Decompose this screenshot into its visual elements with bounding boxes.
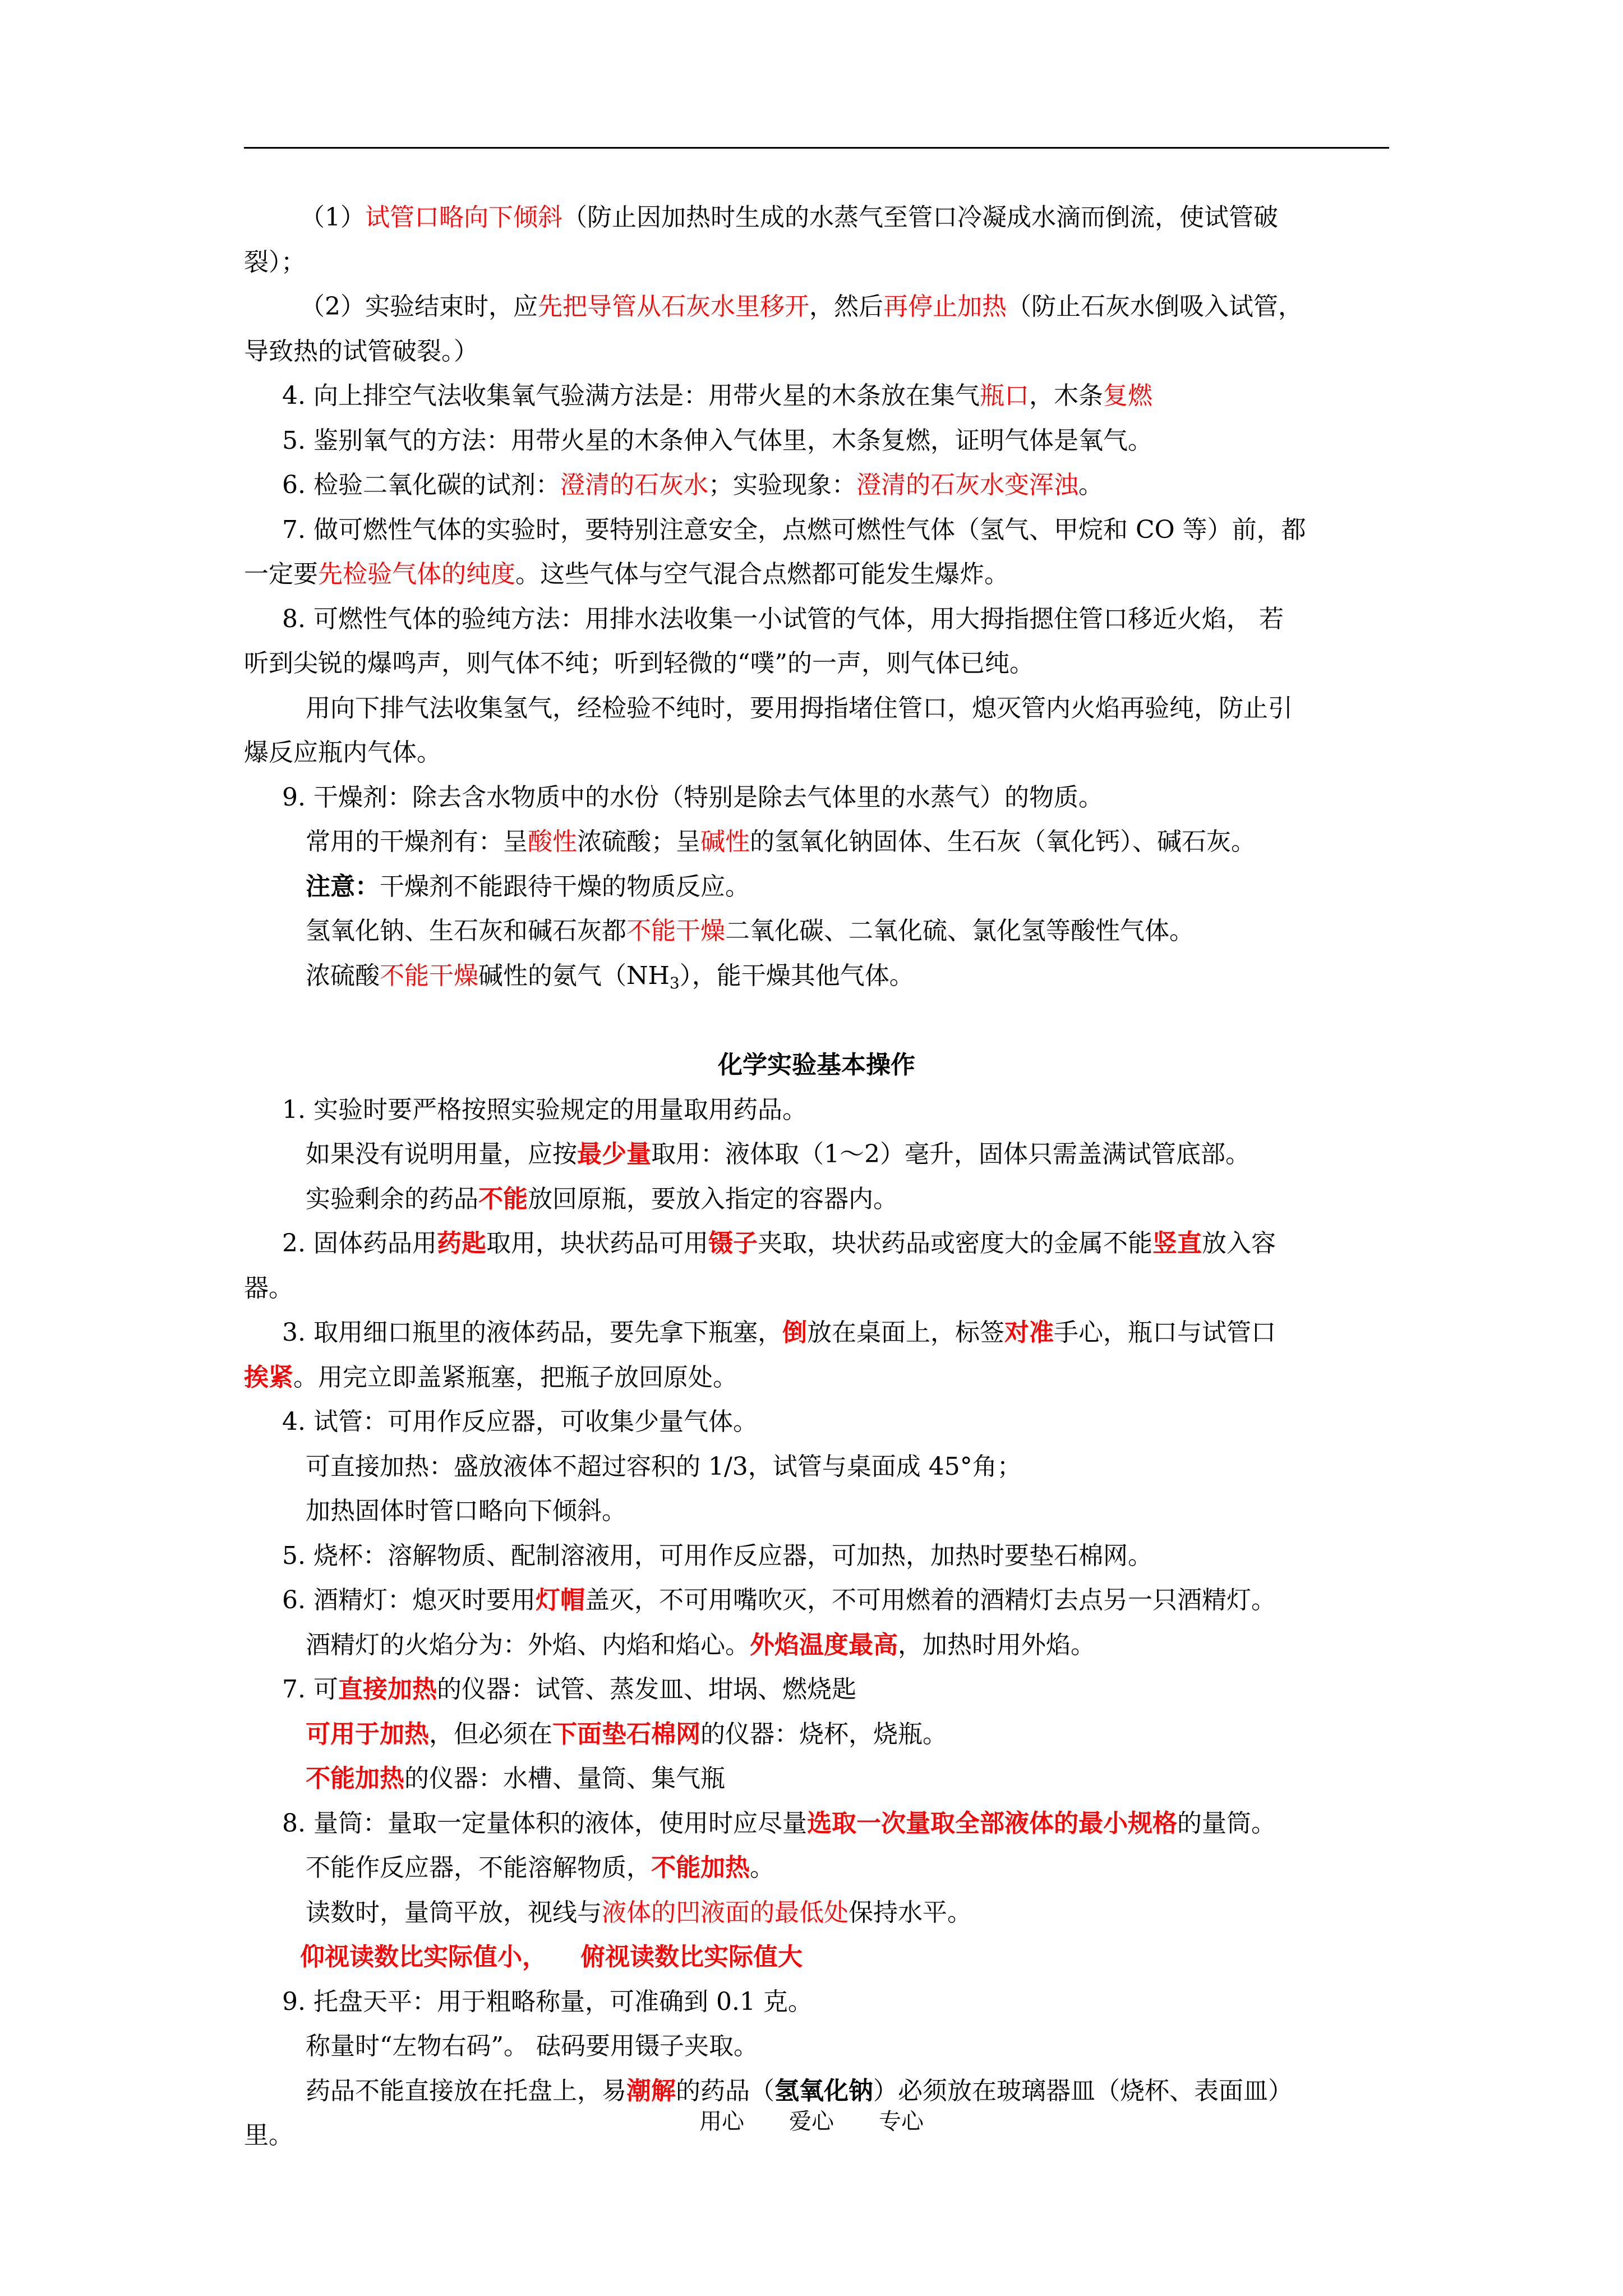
document-body: [244, 195, 1389, 2158]
highlight-text: 酸性: [528, 827, 577, 856]
footer-text: 爱心: [789, 2109, 834, 2134]
highlight-text: 外焰温度最高: [750, 1630, 898, 1659]
text-line: 注意：干燥剂不能跟待干燥的物质反应。: [306, 872, 750, 901]
text-line: 称量时“左物右码”。 砝码要用镊子夹取。: [306, 2032, 758, 2060]
text-line: 不能作反应器，不能溶解物质，不能加热。: [306, 1853, 774, 1882]
text-line: 不能加热的仪器：水槽、量筒、集气瓶: [306, 1764, 725, 1793]
text-line: 7. 做可燃性气体的实验时，要特别注意安全，点燃可燃性气体（氢气、甲烷和 CO 等）前，都: [282, 515, 1306, 544]
text-line: 可用于加热，但必须在下面垫石棉网的仪器：烧杯，烧瓶。: [306, 1719, 947, 1749]
highlight-text: 瓶口: [979, 381, 1029, 410]
text-line: 4. 试管：可用作反应器，可收集少量气体。: [282, 1407, 758, 1436]
text-line: 导致热的试管破裂。）: [244, 337, 478, 366]
highlight-text: 灯帽: [535, 1586, 585, 1614]
text-line: 氢氧化钠、生石灰和碱石灰都不能干燥二氧化碳、二氧化硫、氯化氢等酸性气体。: [306, 917, 1194, 945]
text-line: 1. 实验时要严格按照实验规定的用量取用药品。: [282, 1095, 807, 1124]
footer-text: 专心: [879, 2109, 924, 2134]
text-line: 器。: [244, 1273, 293, 1303]
highlight-text: 挨紧: [244, 1363, 293, 1392]
text-line: 8. 量筒：量取一定量体积的液体，使用时应尽量选取一次量取全部液体的最小规格的量筒。: [282, 1809, 1276, 1838]
text-line: 8. 可燃性气体的验纯方法：用排水法收集一小试管的气体，用大拇指摁住管口移近火焰， 若: [282, 604, 1284, 633]
highlight-text: 不能加热: [651, 1853, 750, 1882]
highlight-text: 竖直: [1152, 1229, 1202, 1258]
text-line: 里。: [244, 2121, 293, 2150]
text-line: 裂）；: [244, 247, 306, 277]
highlight-text: 复燃: [1103, 381, 1152, 410]
text-line: 5. 鉴别氧气的方法：用带火星的木条伸入气体里，木条复燃，证明气体是氧气。: [282, 426, 1152, 455]
highlight-text: 不能干燥: [380, 961, 478, 990]
text-line: 3. 取用细口瓶里的液体药品，要先拿下瓶塞，倒放在桌面上，标签对准手心，瓶口与试管口: [282, 1318, 1276, 1347]
highlight-text: 液体的凹液面的最低处: [602, 1898, 849, 1927]
text-line: 一定要先检验气体的纯度。这些气体与空气混合点燃都可能发生爆炸。: [244, 560, 1009, 588]
highlight-text: 不能干燥: [626, 917, 725, 945]
text-line: 浓硫酸不能干燥碱性的氨气$(NH_3)$，能干燥其他气体。: [306, 961, 914, 992]
highlight-text: 俯视读数比实际值大: [580, 1943, 803, 1971]
highlight-text: 仰视读数比实际值小，: [300, 1943, 547, 1971]
highlight-text: 不能加热: [306, 1764, 404, 1793]
text-line: 如果没有说明用量，应按最少量取用：液体取（1～2）毫升，固体只需盖满试管底部。: [306, 1140, 1250, 1168]
highlight-text: 澄清的石灰水: [560, 471, 708, 499]
text-line: 可直接加热：盛放液体不超过容积的 1/3，试管与桌面成 45°角；: [306, 1452, 1022, 1481]
note-label: 注意：: [306, 872, 380, 901]
highlight-text: 试管口略向下倾斜: [365, 203, 562, 232]
highlight-text: 可用于加热: [306, 1719, 429, 1749]
section-title: 化学实验基本操作: [718, 1051, 915, 1079]
text-line: 7. 可直接加热的仪器：试管、蒸发皿、坩埚、燃烧匙: [282, 1675, 856, 1704]
highlight-text: 碱性: [700, 827, 750, 856]
text-line: [244, 1935, 1389, 1980]
page-footer: [0, 2105, 1623, 2138]
text-line: 听到尖锐的爆鸣声，则气体不纯；听到轻微的“噗”的一声，则气体已纯。: [244, 649, 1034, 678]
text-line: 6. 酒精灯：熄灭时要用灯帽盖灭，不可用嘴吹灭，不可用燃着的酒精灯去点另一只酒精灯。: [282, 1586, 1276, 1614]
text-line: 5. 烧杯：溶解物质、配制溶液用，可用作反应器，可加热，加热时要垫石棉网。: [282, 1541, 1152, 1570]
text-line: 挨紧。用完立即盖紧瓶塞，把瓶子放回原处。: [244, 1363, 737, 1392]
text-line: （2）实验结束时，应先把导管从石灰水里移开，然后再停止加热（防止石灰水倒吸入试管，: [300, 292, 1303, 321]
text-line: 9. 干燥剂：除去含水物质中的水份（特别是除去气体里的水蒸气）的物质。: [282, 783, 1103, 812]
bold-text: 氢氧化钠: [774, 2076, 873, 2105]
text-line: 酒精灯的火焰分为：外焰、内焰和焰心。外焰温度最高，加热时用外焰。: [306, 1630, 1095, 1659]
highlight-text: 最少量: [577, 1140, 651, 1168]
text-line: 读数时，量筒平放，视线与液体的凹液面的最低处保持水平。: [306, 1898, 972, 1927]
text-line: 9. 托盘天平：用于粗略称量，可准确到 0.1 克。: [282, 1987, 813, 2016]
highlight-text: 先把导管从石灰水里移开: [538, 292, 809, 321]
text-line: 2. 固体药品用药匙取用，块状药品可用镊子夹取，块状药品或密度大的金属不能竖直放入容: [282, 1229, 1276, 1258]
text-line: 加热固体时管口略向下倾斜。: [306, 1497, 626, 1525]
highlight-text: 镊子: [708, 1229, 758, 1258]
highlight-text: 先检验气体的纯度: [318, 560, 515, 588]
highlight-text: 对准: [1004, 1318, 1054, 1347]
text-line: 用向下排气法收集氢气，经检验不纯时，要用拇指堵住管口，熄灭管内火焰再验纯，防止引: [306, 693, 1293, 723]
text-line: 4. 向上排空气法收集氧气验满方法是：用带火星的木条放在集气瓶口，木条复燃: [282, 381, 1152, 410]
text-line: 药品不能直接放在托盘上，易潮解的药品（氢氧化钠）必须放在玻璃器皿（烧杯、表面皿）: [306, 2076, 1293, 2105]
highlight-text: 潮解: [626, 2076, 676, 2105]
highlight-text: 选取一次量取全部液体的最小规格: [806, 1809, 1177, 1838]
text-line: 6. 检验二氧化碳的试剂：澄清的石灰水；实验现象：澄清的石灰水变浑浊。: [282, 471, 1103, 499]
highlight-text: 澄清的石灰水变浑浊: [856, 471, 1078, 499]
highlight-text: 再停止加热: [883, 292, 1007, 321]
highlight-text: 直接加热: [338, 1675, 437, 1704]
highlight-text: 不能: [478, 1184, 528, 1213]
text-line: 常用的干燥剂有：呈酸性浓硫酸；呈碱性的氢氧化钠固体、生石灰（氧化钙）、碱石灰。: [306, 827, 1256, 856]
text-line: 实验剩余的药品不能放回原瓶，要放入指定的容器内。: [306, 1184, 898, 1213]
header-rule: [244, 147, 1389, 149]
footer-text: 用心: [699, 2109, 744, 2134]
highlight-text: 药匙: [436, 1229, 486, 1258]
highlight-text: 下面垫石棉网: [552, 1719, 700, 1749]
highlight-text: 倒: [782, 1318, 807, 1347]
text-line: 爆反应瓶内气体。: [244, 738, 441, 767]
text-line: （1）试管口略向下倾斜（防止因加热时生成的水蒸气至管口冷凝成水滴而倒流，使试管破: [300, 203, 1278, 232]
